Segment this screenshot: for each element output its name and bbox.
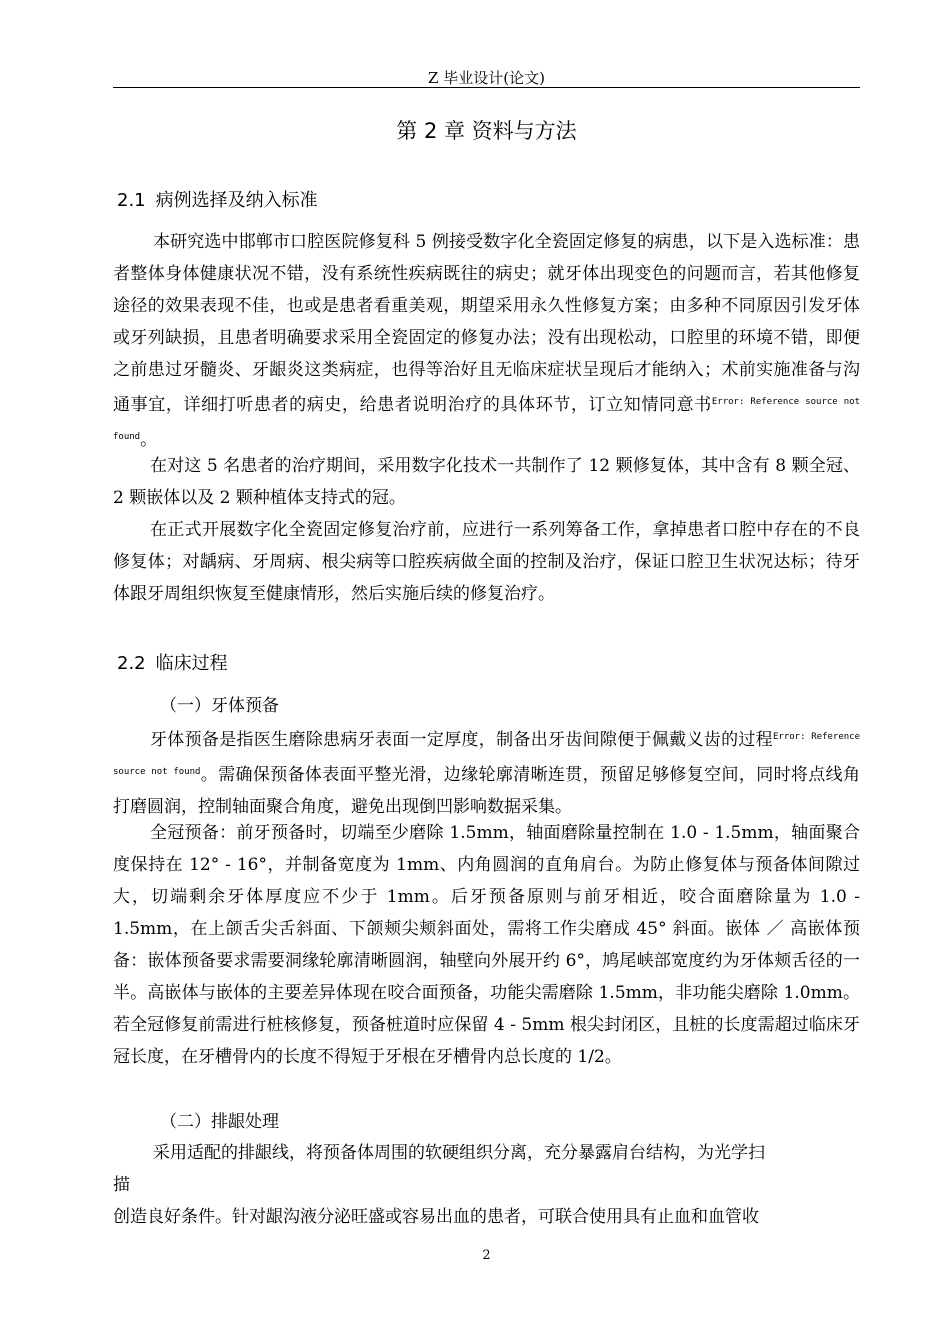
- section-number: 2.1: [117, 190, 146, 211]
- running-header: Z 毕业设计(论文): [428, 69, 545, 87]
- section-heading-2-2: [117, 651, 228, 677]
- subsection-tooth-preparation: （一）牙体预备: [160, 696, 279, 716]
- paragraph-line: 采用适配的排龈线，将预备体周围的软硬组织分离，充分暴露肩台结构，为光学扫: [153, 1143, 765, 1163]
- chapter-title: 第 2 章 资料与方法: [396, 119, 577, 143]
- section-heading-2-1: [117, 188, 318, 214]
- paragraph-preparation: 在正式开展数字化全瓷固定修复治疗前，应进行一系列筹备工作，拿掉患者口腔中存在的不良修复体；对龋病、牙周病、根尖病等口腔疾病做全面的控制及治疗，保证口腔卫生状况达标；待牙体跟牙周组织恢复至健康情形，然后实施后续的修复治疗。: [113, 520, 860, 604]
- paragraph-gingival-retraction: [113, 1137, 860, 1233]
- paragraph-tooth-preparation: [113, 721, 860, 823]
- paragraph-text-rest: 。需确保预备体表面平整光滑，边缘轮廓清晰连贯，预留足够修复空间，同时将点线角打磨圆润，控制轴面聚合角度，避免出现倒凹影响数据采集。: [113, 765, 861, 817]
- header-rule: [113, 87, 860, 88]
- paragraph-text: 牙体预备是指医生磨除患病牙表面一定厚度，制备出牙齿间隙便于佩戴义齿的过程: [150, 730, 773, 750]
- section-title: 临床过程: [155, 653, 228, 674]
- paragraph-line: 创造良好条件。针对龈沟液分泌旺盛或容易出血的患者，可联合使用具有止血和血管收: [113, 1207, 759, 1227]
- paragraph-full-crown-preparation: 全冠预备：前牙预备时，切端至少磨除 1.5mm，轴面磨除量控制在 1.0 - 1.5mm，轴面聚合度保持在 12° - 16°，并制备宽度为 1mm、内角圆润的直角肩台。为防止修复体与预备体间隙过大，切端剩余牙体厚度应不少于 1mm。后牙预备原则与前牙相近，咬合面磨除量为 1.0 - 1.5mm，在上颌舌尖舌斜面、下颌颊尖颊斜面处，需将工作尖磨成 45° 斜面。嵌体 ／ 高嵌体预备：嵌体预备要求需要洞缘轮廓清晰圆润，轴壁向外展开约 6°，鸠尾峡部宽度约为牙体颊舌径的一半。高嵌体与嵌体的主要差异体现在咬合面预备，功能尖需磨除 1.5mm，非功能尖磨除 1.0mm。若全冠修复前需进行桩核修复，预备桩道时应保留 4 - 5mm 根尖封闭区，且桩的长度需超过临床牙冠长度，在牙槽骨内的长度不得短于牙根在牙槽骨内总长度的 1/2。: [113, 823, 860, 1067]
- page-number: 2: [482, 1248, 491, 1263]
- paragraph-line: 描: [113, 1175, 130, 1195]
- paragraph-restorations-count: 在对这 5 名患者的治疗期间，采用数字化技术一共制作了 12 颗修复体，其中含有 8 颗全冠、2 颗嵌体以及 2 颗种植体支持式的冠。: [113, 456, 860, 508]
- paragraph-text: 本研究选中邯郸市口腔医院修复科 5 例接受数字化全瓷固定修复的病患，以下是入选标准：患者整体身体健康状况不错，没有系统性疾病既往的病史；就牙体出现变色的问题而言，若其他修复途径的效果表现不佳，也或是患者看重美观，期望采用永久性修复方案；由多种不同原因引发牙体或牙列缺损，且患者明确要求采用全瓷固定的修复办法；没有出现松动，口腔里的环境不错，即便之前患过牙髓炎、牙龈炎这类病症，也得等治好且无临床症状呈现后才能纳入；术前实施准备与沟通事宜，详细打听患者的病史，给患者说明治疗的具体环节，订立知情同意书: [113, 232, 860, 415]
- section-number: 2.2: [117, 653, 146, 674]
- subsection-gingival-retraction: （二）排龈处理: [160, 1112, 279, 1132]
- reference-error: Error: Reference source not found: [113, 732, 861, 777]
- section-title: 病例选择及纳入标准: [155, 190, 318, 211]
- reference-error: Error: Reference source not found: [113, 397, 860, 442]
- paragraph-end: 。: [140, 430, 158, 450]
- paragraph-inclusion-criteria: [113, 226, 860, 456]
